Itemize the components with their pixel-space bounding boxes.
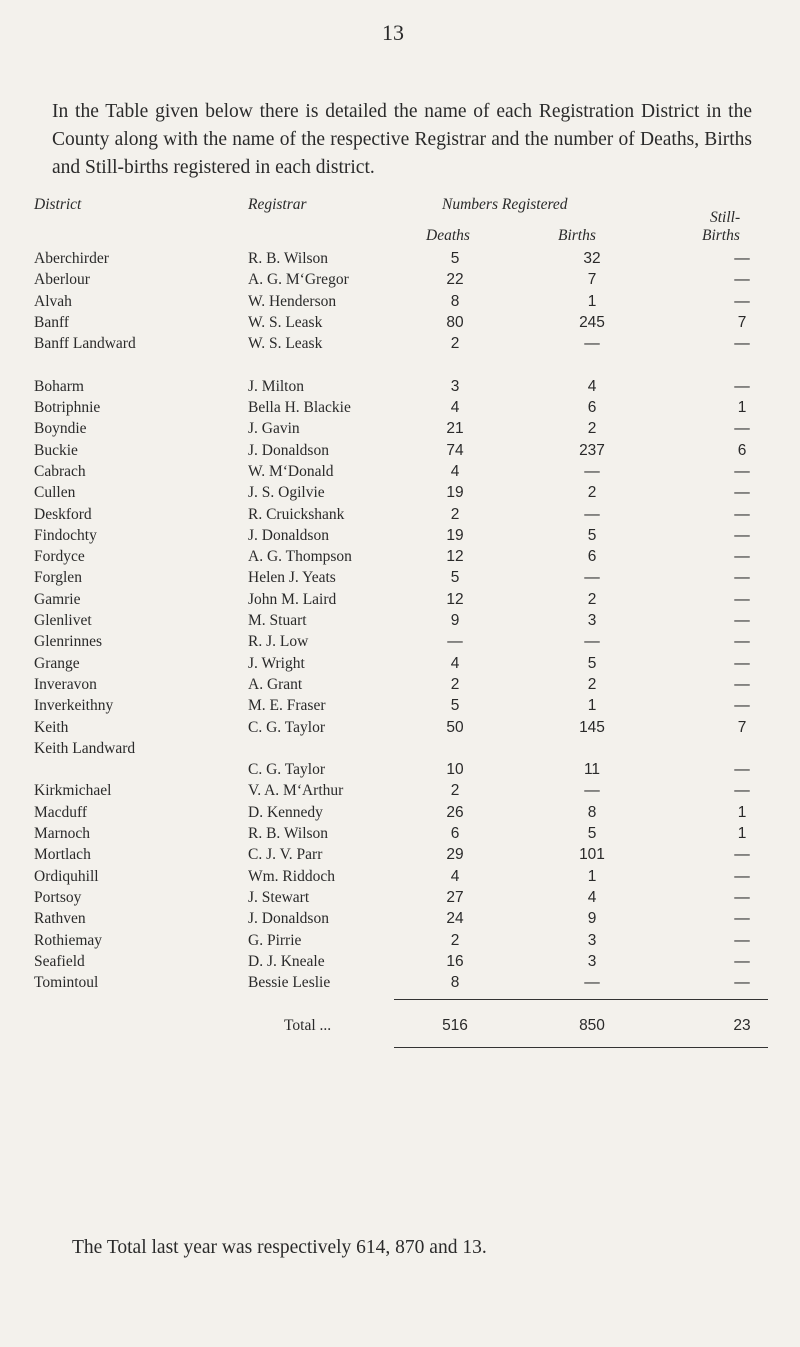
table-row xyxy=(34,269,768,290)
cell-still-births: — xyxy=(734,888,750,906)
cell-district: Boyndie xyxy=(34,420,87,438)
cell-still-births: — xyxy=(734,484,750,502)
table-row xyxy=(34,823,768,844)
cell-registrar: Helen J. Yeats xyxy=(248,569,336,587)
table-row xyxy=(34,866,768,887)
cell-registrar: D. Kennedy xyxy=(248,803,323,821)
cell-deaths: 16 xyxy=(446,952,464,970)
cell-births: 245 xyxy=(579,313,605,331)
cell-district: Aberchirder xyxy=(34,250,109,267)
table-row xyxy=(34,844,768,865)
total-births: 850 xyxy=(579,1017,605,1035)
cell-registrar: J. Wright xyxy=(248,654,305,672)
table-row xyxy=(34,461,768,482)
table-row xyxy=(34,312,768,333)
cell-births: 5 xyxy=(587,654,597,672)
cell-deaths: 21 xyxy=(446,420,464,438)
cell-deaths: 80 xyxy=(446,313,464,331)
cell-still-births: — xyxy=(734,462,750,480)
total-rule-top xyxy=(394,999,768,1000)
table-row xyxy=(34,482,768,503)
cell-still-births: — xyxy=(734,846,750,864)
table-row xyxy=(34,567,768,588)
cell-still-births: — xyxy=(734,292,750,310)
cell-deaths: 3 xyxy=(450,377,460,395)
cell-district: Cullen xyxy=(34,484,76,502)
cell-registrar: M. Stuart xyxy=(248,612,307,630)
cell-births: 1 xyxy=(587,867,597,885)
table-row xyxy=(34,418,768,439)
total-label: Total ... xyxy=(284,1017,332,1035)
cell-deaths: — xyxy=(447,633,463,651)
cell-registrar: J. Donaldson xyxy=(248,910,329,928)
cell-district: Glenrinnes xyxy=(34,633,103,651)
cell-still-births: — xyxy=(734,271,750,289)
cell-births: — xyxy=(584,569,600,587)
cell-registrar: A. G. Thompson xyxy=(248,548,352,566)
cell-registrar: J. S. Ogilvie xyxy=(248,484,325,502)
cell-still-births: 7 xyxy=(737,313,747,331)
cell-district: Deskford xyxy=(34,505,92,523)
cell-registrar: Bella H. Blackie xyxy=(248,399,351,417)
table-row xyxy=(34,780,768,801)
cell-district: Gamrie xyxy=(34,590,81,608)
table-row xyxy=(34,504,768,525)
table-row xyxy=(34,802,768,823)
cell-district: Inveravon xyxy=(34,675,97,693)
cell-births: 2 xyxy=(587,675,597,693)
cell-registrar: R. J. Low xyxy=(248,633,309,651)
table-row xyxy=(34,291,768,312)
cell-registrar: C. G. Taylor xyxy=(248,718,325,736)
cell-births: 8 xyxy=(587,803,597,821)
table-body xyxy=(34,248,768,993)
cell-births: 32 xyxy=(583,250,601,267)
cell-deaths: 22 xyxy=(446,271,464,289)
cell-still-births: — xyxy=(734,654,750,672)
cell-still-births: — xyxy=(734,420,750,438)
cell-deaths: 4 xyxy=(450,654,460,672)
total-rule-bottom xyxy=(394,1047,768,1048)
cell-district: Keith xyxy=(34,718,69,736)
cell-births: 11 xyxy=(583,761,601,779)
cell-still-births: — xyxy=(734,952,750,970)
cell-registrar: V. A. M‘Arthur xyxy=(248,782,344,800)
cell-district: Banff Landward xyxy=(34,335,136,353)
registration-table xyxy=(34,196,768,1049)
table-row xyxy=(34,930,768,951)
cell-deaths: 5 xyxy=(450,569,460,587)
cell-deaths: 12 xyxy=(446,548,464,566)
cell-still-births: — xyxy=(734,761,750,779)
cell-deaths: 29 xyxy=(446,846,464,864)
header-still-births-line2: Births xyxy=(702,227,740,244)
cell-registrar: W. S. Leask xyxy=(248,335,323,353)
cell-registrar: D. J. Kneale xyxy=(248,952,325,970)
table-row xyxy=(34,908,768,929)
cell-deaths: 50 xyxy=(446,718,464,736)
header-numbers-registered: Numbers Registered xyxy=(442,196,568,213)
footer-note: The Total last year was respectively 614, 870 and 13. xyxy=(72,1237,487,1258)
cell-still-births: 7 xyxy=(737,718,747,736)
cell-deaths: 4 xyxy=(450,867,460,885)
header-births: Births xyxy=(558,227,596,244)
cell-births: — xyxy=(584,505,600,523)
cell-registrar: J. Gavin xyxy=(248,420,300,438)
cell-births: 3 xyxy=(587,931,597,949)
cell-registrar: Bessie Leslie xyxy=(248,974,331,992)
cell-births: 2 xyxy=(587,484,597,502)
cell-district: Inverkeithny xyxy=(34,697,114,715)
cell-district: Forglen xyxy=(34,569,82,587)
cell-registrar: C. J. V. Parr xyxy=(248,846,323,864)
table-row xyxy=(34,653,768,674)
cell-births: 145 xyxy=(579,718,605,736)
cell-births: 1 xyxy=(587,697,597,715)
cell-still-births: — xyxy=(734,335,750,353)
cell-still-births: 6 xyxy=(737,441,747,459)
cell-registrar: W. M‘Donald xyxy=(248,462,334,480)
cell-births: 7 xyxy=(587,271,597,289)
cell-district: Alvah xyxy=(34,292,72,310)
table-row xyxy=(34,951,768,972)
cell-registrar: A. Grant xyxy=(248,675,303,693)
cell-registrar: A. G. M‘Gregor xyxy=(248,271,349,289)
cell-births: 5 xyxy=(587,526,597,544)
cell-district: Cabrach xyxy=(34,462,86,480)
cell-births: 2 xyxy=(587,420,597,438)
total-deaths: 516 xyxy=(442,1017,468,1035)
cell-deaths: 24 xyxy=(446,910,464,928)
cell-deaths: 6 xyxy=(450,825,460,843)
cell-births: 4 xyxy=(587,888,597,906)
cell-deaths: 19 xyxy=(446,526,464,544)
cell-deaths: 2 xyxy=(450,931,460,949)
table-row xyxy=(34,887,768,908)
table-row xyxy=(34,738,768,781)
header-still-births-line1: Still- xyxy=(710,209,741,226)
cell-births: 101 xyxy=(579,846,605,864)
cell-births: 4 xyxy=(587,377,597,395)
header-deaths: Deaths xyxy=(426,227,470,244)
cell-district: Portsoy xyxy=(34,888,82,906)
cell-births: 1 xyxy=(587,292,597,310)
cell-deaths: 2 xyxy=(450,675,460,693)
cell-registrar: M. E. Fraser xyxy=(248,697,326,715)
cell-deaths: 2 xyxy=(450,335,460,353)
cell-registrar: R. B. Wilson xyxy=(248,250,329,267)
cell-registrar: R. B. Wilson xyxy=(248,825,329,843)
table-row xyxy=(34,631,768,652)
cell-district: Rothiemay xyxy=(34,931,103,949)
cell-deaths: 5 xyxy=(450,697,460,715)
cell-births: 2 xyxy=(587,590,597,608)
cell-deaths: 4 xyxy=(450,462,460,480)
cell-births: — xyxy=(584,335,600,353)
total-still-births: 23 xyxy=(733,1017,751,1035)
cell-district: Keith Landward xyxy=(34,739,136,757)
cell-still-births: — xyxy=(734,590,750,608)
cell-deaths: 10 xyxy=(446,761,464,779)
cell-births: — xyxy=(584,782,600,800)
cell-district: Aberlour xyxy=(34,271,90,289)
cell-births: — xyxy=(584,462,600,480)
cell-still-births: — xyxy=(734,569,750,587)
cell-births: 237 xyxy=(579,441,605,459)
cell-births: 3 xyxy=(587,952,597,970)
cell-registrar: John M. Laird xyxy=(248,590,337,608)
header-district: District xyxy=(34,196,82,213)
cell-registrar: R. Cruickshank xyxy=(248,505,345,523)
intro-paragraph: In the Table given below there is detailed the name of each Registration District in the County along with the name of the respective Registrar and the number of Deaths, Births and Still-births registered in each district. xyxy=(52,101,752,178)
cell-still-births: — xyxy=(734,505,750,523)
cell-district: Tomintoul xyxy=(34,974,99,992)
cell-births: — xyxy=(584,974,600,992)
cell-still-births: — xyxy=(734,867,750,885)
table-row xyxy=(34,333,768,376)
cell-registrar: G. Pirrie xyxy=(248,931,302,949)
cell-registrar: J. Milton xyxy=(248,377,304,395)
page-number: 13 xyxy=(382,20,404,45)
cell-registrar: J. Donaldson xyxy=(248,526,329,544)
cell-district: Botriphnie xyxy=(34,399,101,417)
cell-deaths: 8 xyxy=(450,974,460,992)
cell-registrar: Wm. Riddoch xyxy=(248,867,335,885)
cell-still-births: — xyxy=(734,782,750,800)
cell-district: Mortlach xyxy=(34,846,91,864)
cell-still-births: — xyxy=(734,612,750,630)
cell-still-births: 1 xyxy=(737,825,747,843)
cell-registrar: J. Donaldson xyxy=(248,441,329,459)
cell-still-births: — xyxy=(734,548,750,566)
table-row xyxy=(34,972,768,993)
cell-district: Buckie xyxy=(34,441,78,459)
cell-still-births: 1 xyxy=(737,803,747,821)
table-header xyxy=(34,196,768,248)
cell-registrar: J. Stewart xyxy=(248,888,310,906)
cell-births: 3 xyxy=(587,612,597,630)
table-row xyxy=(34,610,768,631)
cell-district: Marnoch xyxy=(34,825,90,843)
table-row xyxy=(34,248,768,269)
cell-still-births: — xyxy=(734,675,750,693)
cell-still-births: — xyxy=(734,250,750,267)
cell-registrar: W. Henderson xyxy=(248,292,337,310)
cell-deaths: 26 xyxy=(446,803,464,821)
cell-district: Fordyce xyxy=(34,548,85,566)
cell-district: Grange xyxy=(34,654,80,672)
header-registrar: Registrar xyxy=(248,196,307,213)
cell-district: Macduff xyxy=(34,803,88,821)
cell-still-births: — xyxy=(734,697,750,715)
cell-deaths: 5 xyxy=(450,250,460,267)
table-row xyxy=(34,717,768,738)
cell-births: 9 xyxy=(587,910,597,928)
cell-deaths: 8 xyxy=(450,292,460,310)
cell-deaths: 19 xyxy=(446,484,464,502)
cell-deaths: 74 xyxy=(446,441,464,459)
cell-deaths: 2 xyxy=(450,505,460,523)
cell-district: Kirkmichael xyxy=(34,782,112,800)
table-row xyxy=(34,695,768,716)
cell-still-births: — xyxy=(734,526,750,544)
cell-still-births: — xyxy=(734,931,750,949)
cell-still-births: — xyxy=(734,377,750,395)
cell-births: 5 xyxy=(587,825,597,843)
cell-births: 6 xyxy=(587,399,597,417)
cell-still-births: — xyxy=(734,910,750,928)
cell-district: Glenlivet xyxy=(34,612,92,630)
cell-deaths: 9 xyxy=(450,612,460,630)
cell-registrar: W. S. Leask xyxy=(248,313,323,331)
cell-births: — xyxy=(584,633,600,651)
cell-district: Seafield xyxy=(34,952,85,970)
cell-still-births: — xyxy=(734,974,750,992)
table-row xyxy=(34,674,768,695)
cell-still-births: 1 xyxy=(737,399,747,417)
cell-deaths: 4 xyxy=(450,399,460,417)
table-row xyxy=(34,397,768,418)
table-row xyxy=(34,376,768,397)
cell-district: Ordiquhill xyxy=(34,867,99,885)
cell-registrar: C. G. Taylor xyxy=(248,761,325,779)
cell-deaths: 27 xyxy=(446,888,464,906)
total-row xyxy=(34,1007,768,1047)
cell-deaths: 12 xyxy=(446,590,464,608)
cell-district: Rathven xyxy=(34,910,86,928)
cell-district: Boharm xyxy=(34,377,84,395)
cell-district: Banff xyxy=(34,313,70,331)
cell-district: Findochty xyxy=(34,526,97,544)
cell-births: 6 xyxy=(587,548,597,566)
table-row xyxy=(34,440,768,461)
cell-still-births: — xyxy=(734,633,750,651)
cell-deaths: 2 xyxy=(450,782,460,800)
table-row xyxy=(34,525,768,546)
table-row xyxy=(34,546,768,567)
table-row xyxy=(34,589,768,610)
